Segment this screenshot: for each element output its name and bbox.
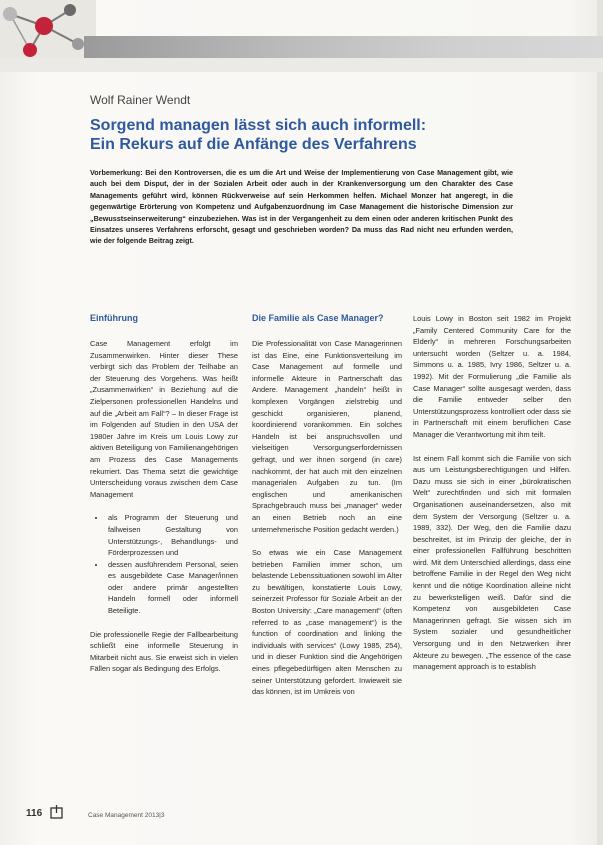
paragraph: Louis Lowy in Boston seit 1982 im Projekt „Family Centered Community Care for the Elderly“ in mehreren Forschungsarbeiten untersucht worden (Seltzer u. a. 1984, Simmons u. a. 1985, Ivry 1986, Seltzer u. a. 1992). Mit der Formulierung „die Familie als Case Manager“ sollte ausgesagt werden, dass die Familie entweder selber den Unterstützungsprozess kontrolliert oder dass sie in Partnerschaft mit einem beruflichen Case Manager die Verantwortung mit ihm teilt. (413, 314, 571, 439)
title-line-1: Sorgend managen lässt sich auch informell: (90, 117, 427, 134)
paragraph: So etwas wie ein Case Management betrieben Familien immer schon, um belastende Lebenssituationen sowohl im Alter zu bewältigen, konstatierte Louis Lowy, seinerzeit Professor für Soziale Arbeit an der Boston University: „Care management“ (often referred to as „case management“) is the function of coordination and linking the individuals with services“ (Lowy 1985, 254), und in dieser Funktion sind die Angehörigen eines pflegebedürftigen alten Menschen zu seiner Unterstützung gefordert. Inwieweit sie das können, ist im Umkreis von (252, 548, 402, 697)
paragraph: Die professionelle Regie der Fallbearbeitung schließt eine informelle Steuerung in Mitarbeit nicht aus. Sie erweist sich in vielen Fällen sogar als Bedingung des Erfolgs. (90, 629, 238, 674)
column-2 (252, 312, 402, 710)
section-heading-familie: Die Familie als Case Manager? (252, 313, 384, 323)
author-name: Wolf Rainer Wendt (90, 93, 191, 107)
network-logo-icon (0, 0, 96, 62)
article-title (90, 116, 530, 154)
title-line-2: Ein Rekurs auf die Anfänge des Verfahrens (90, 136, 417, 153)
page-edge (597, 0, 603, 845)
bullet-item: • als Programm der Steuerung und fallweisen Gestaltung von Unterstützungs-, Behandlungs- und Förderprozessen und (106, 512, 238, 558)
bullet-list (90, 512, 238, 616)
abstract: Vorbemerkung: Bei den Kontroversen, die es um die Art und Weise der Implementierung von Case Management gibt, wie auch bei dem Disput, der in der Sozialen Arbeit oder auch in der Krankenversorgung um den Charakter des Case Managements geführt wird, können Rückverweise auf sein Herkommen helfen. Michael Monzer hat angeregt, in die gegenwärtige Erörterung von Kompetenz und Aufgabenzuordnung im Case Management die historische Dimension zur „Bewusstseinserweiterung“ einzubeziehen. Was ist in der Vergangenheit zu dem einen oder anderen kritischen Punkt des Einsatzes unseres Verfahrens erforscht, gesagt und geschrieben worden? Da muss das Rad nicht neu erfunden werden, wie der folgende Beitrag zeigt. (90, 168, 513, 246)
section-heading-einfuehrung: Einführung (90, 313, 138, 323)
header-band (84, 36, 603, 58)
column-3 (413, 312, 571, 685)
column-1 (90, 312, 238, 687)
bullet-item: • dessen ausführendem Personal, seien es ausgebildete Case Manager/innen oder andere primär angestellten Handeln formell oder informell Beteiligte. (106, 559, 238, 617)
journal-name: Case Management 2013|3 (88, 812, 165, 819)
page-number: 116 (26, 808, 43, 819)
paragraph: Ist einem Fall kommt sich die Familie von sich aus um Leistungsberechtigungen und Hilfen. Dazu muss sie sich in einer „bürokratischen Welt“ zurechtfinden und sich mit formalen Organisationen auseinandersetzen, also mit dem System der Versorgung (Seltzer u. a. 1989, 332). Der Weg, den die Familie dazu beschreitet, ist im Prinzip der gleiche, der in einer professionellen Fallführung beschritten wird. Mit dem Unterschied allerdings, dass eine betroffene Familie in der Regel den Weg nicht kennt und die nötige Koordination alleine nicht zu bewerkstelligen weiß. Dafür sind die Kompetenz von ausgebildeten Case Managerinnen gefragt. Sie wissen sich im System sozialer und gesundheitlicher Versorgung und in den Netzwerken ihrer Akteure zu bewegen. „The essence of the case management approach is to establish (413, 453, 571, 672)
paragraph: Case Management erfolgt im Zusammenwirken. Hinter dieser These verbirgt sich das Problem der Teilhabe an der Steuerung des Vorgehens. Was heißt „Zusammenwirken“ in Beziehung auf die Zielpersonen professionellen Handelns und auf die „Arbeit am Fall“? – In dieser Frage ist im Folgenden auf Studien in den USA der 1980er Jahre im Kreis um Louis Lowy zur aktiven Beteiligung von Familienangehörigen am Prozess des Case Managements rekurriert. Das Thema setzt die gewichtige Unterscheidung voraus zwischen dem Case Management (90, 339, 238, 499)
paragraph: Die Professionalität von Case Managerinnen ist das Eine, eine Funktionsverteilung im Case Management auf formelle und informelle Akteure in Partnerschaft das Andere. Management „handeln“ heißt in komplexen Vorgängen zielstrebig und geschickt organisieren, planend, koordinierend vorankommen. Ein solches Handeln ist bei anspruchsvollen und vielseitigen Versorgungserfordernissen gefragt, und wer ihnen sorgend (in care) nachkommt, der hat auch mit den einzelnen managerialen Aufgaben zu tun. (Im englischen und amerikanischen Sprachgebrauch muss bei „manager“ weder an einen Betrieb noch an eine unternehmerische Position gedacht werden.) (252, 339, 402, 534)
header-band-light (0, 58, 603, 72)
journal-logo-icon (50, 805, 64, 819)
